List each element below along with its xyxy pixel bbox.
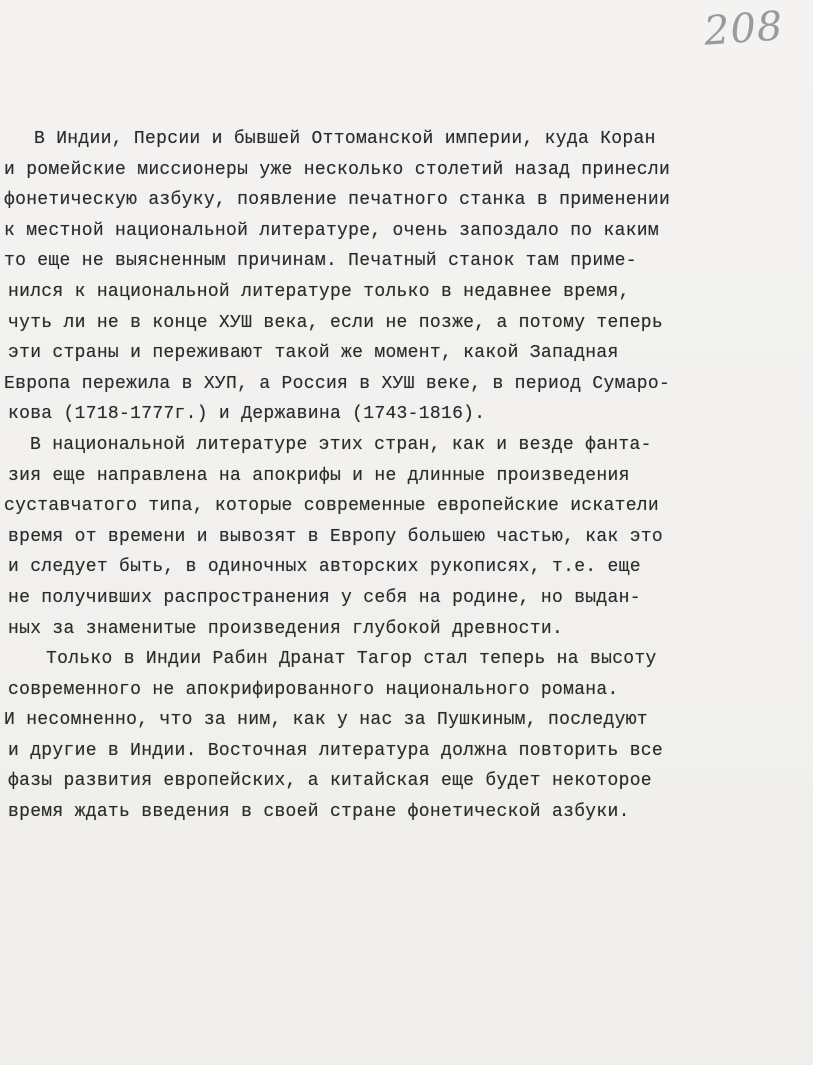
text-line: не получивших распространения у себя на родине, но выдан- (8, 587, 641, 608)
text-line: ных за знаменитые произведения глубокой древности. (8, 618, 564, 639)
text-line: чуть ли не в конце ХУШ века, если не позже, а потому теперь (8, 312, 664, 333)
text-line: кова (1718-1777г.) и Державина (1743-1816). (8, 404, 486, 425)
text-line: нился к национальной литературе только в недавнее время, (8, 281, 630, 302)
text-line: время от времени и вывозят в Европу большею частью, как это (8, 526, 664, 547)
text-line: и следует быть, в одиночных авторских рукописях, т.е. еще (8, 557, 641, 578)
text-line: эти страны и переживают такой же момент, какой Западная (8, 343, 619, 364)
text-line: фазы развития европейских, а китайская еще будет некоторое (8, 771, 652, 792)
page-number: 208 (702, 3, 785, 55)
text-line: и ромейские миссионеры уже несколько столетий назад принесли (4, 159, 671, 180)
text-line: современного не апокрифированного национального романа. (8, 679, 619, 700)
text-line: В национальной литературе этих стран, как и везде фанта- (30, 434, 652, 455)
text-line: зия еще направлена на апокрифы и не длинные произведения (8, 465, 630, 486)
text-line: фонетическую азбуку, появление печатного станка в применении (4, 190, 671, 211)
text-line: время ждать введения в своей стране фонетической азбуки. (8, 802, 630, 823)
typed-text-body (4, 124, 806, 828)
text-line: Только в Индии Рабин Дранат Тагор стал теперь на высоту (46, 649, 657, 670)
text-line: В Индии, Персии и бывшей Оттоманской империи, куда Коран (34, 129, 656, 149)
text-line: И несомненно, что за ним, как у нас за Пушкиным, последуют (4, 710, 648, 731)
text-line: суставчатого типа, которые современные европейские искатели (4, 496, 660, 517)
text-line: к местной национальной литературе, очень запоздало по каким (4, 220, 660, 241)
text-line: и другие в Индии. Восточная литература должна повторить все (8, 740, 664, 761)
text-line: Европа пережила в ХУП, а Россия в ХУШ веке, в период Сумаро- (4, 373, 671, 394)
text-line: то еще не выясненным причинам. Печатный станок там приме- (4, 251, 637, 272)
